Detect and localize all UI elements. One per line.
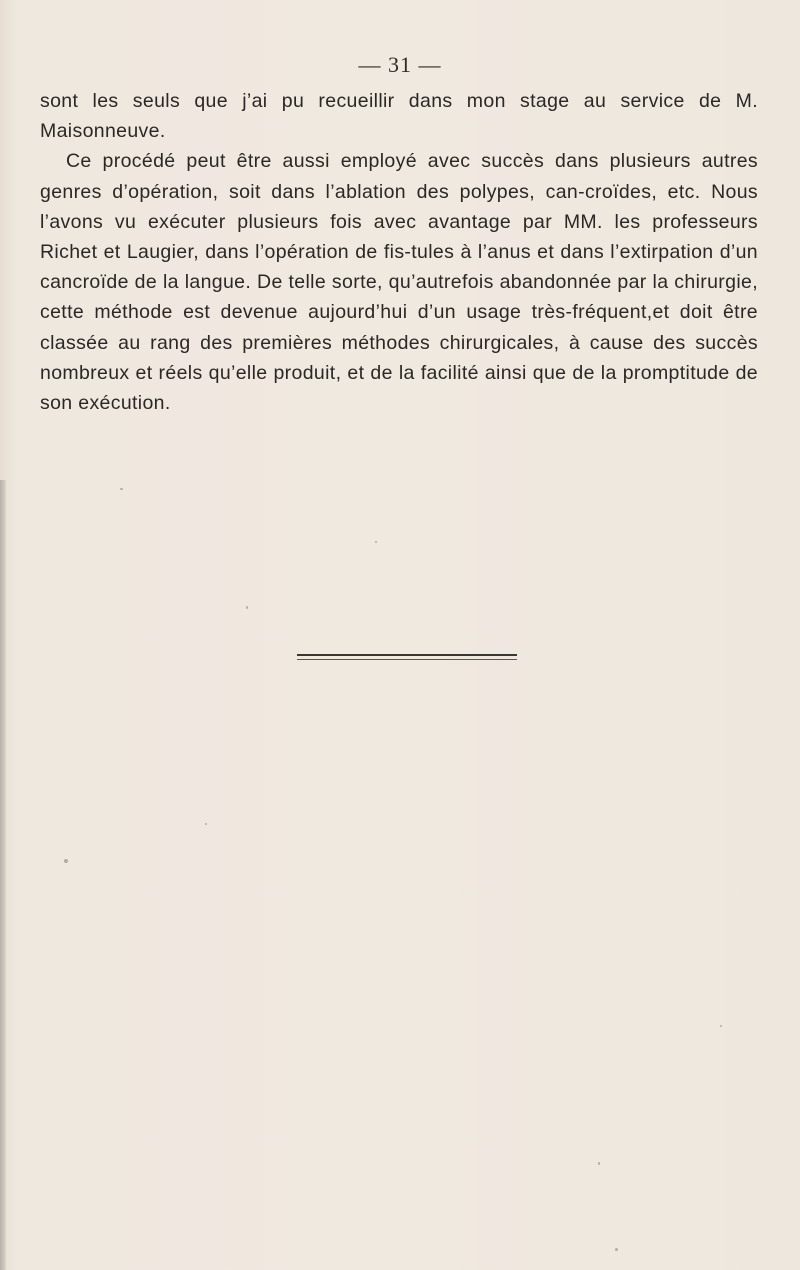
paragraph-continuation: sont les seuls que j’ai pu recueillir dans mon stage au service de M. Maisonneuve. (40, 90, 758, 143)
paper-speck (246, 606, 248, 609)
body-text (40, 86, 758, 418)
paper-speck (64, 859, 68, 863)
rule-line-thin (297, 659, 517, 660)
paper-speck (205, 823, 207, 825)
paper-speck (120, 488, 123, 490)
page-number-header: — 31 — (358, 52, 442, 77)
paper-speck (720, 1025, 722, 1027)
rule-line-thick (297, 654, 517, 656)
binding-edge (0, 480, 6, 1270)
paragraph-main: Ce procédé peut être aussi employé avec succès dans plusieurs autres genres d’opération, soit dans l’ablation des polypes, can-croïdes, etc. Nous l’avons vu exécuter plusieurs fois avec avantage par MM. les professeurs Richet et Laugier, dans l’opération de fis-tules à l’anus et dans l’extirpation d’un cancroïde de la langue. De telle sorte, qu’autrefois abandonnée par la chirurgie, cette méthode est devenue aujourd’hui d’un usage très-fréquent,et doit être classée au rang des premières méthodes chirurgicales, à cause des succès nombreux et réels qu’elle produit, et de la facilité ainsi que de la promptitude de son exécution. (40, 150, 758, 415)
paper-speck (598, 1162, 600, 1165)
paper-speck (615, 1248, 618, 1251)
section-end-rule (297, 654, 517, 660)
paper-speck (375, 541, 377, 543)
